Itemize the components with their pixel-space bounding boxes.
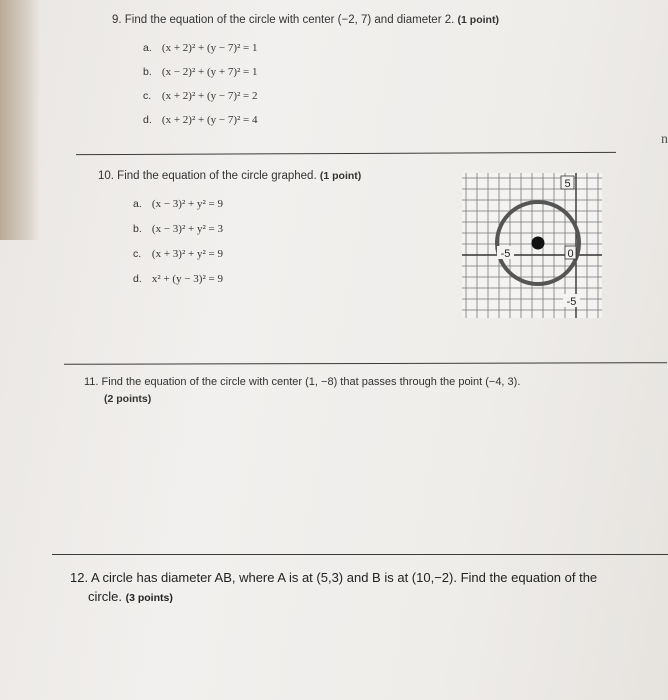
q10-option-d[interactable] [133, 273, 223, 285]
option-equation: (x − 2)² + (y + 7)² = 1 [161, 66, 258, 78]
question-12-text: 12. A circle has diameter AB, where A is at (5,3) and B is at (10,−2). Find the equation of the [70, 570, 598, 585]
q10-option-c[interactable] [133, 248, 223, 260]
option-letter: c. [133, 248, 142, 260]
option-letter: c. [143, 90, 152, 102]
option-letter: b. [143, 66, 152, 78]
question-9 [112, 14, 499, 26]
x-min-label: -5 [500, 248, 511, 260]
option-equation: x² + (y − 3)² = 9 [151, 273, 223, 285]
option-letter: d. [143, 114, 152, 126]
circle-graph [462, 173, 602, 318]
margin-mark: n [661, 132, 668, 147]
question-10-text: 10. Find the equation of the circle graphed. [98, 170, 317, 182]
q9-option-c[interactable] [143, 90, 257, 102]
question-10 [98, 170, 361, 182]
question-11 [84, 376, 520, 405]
q9-option-b[interactable] [143, 66, 257, 78]
q10-option-b[interactable] [133, 223, 223, 235]
question-10-points: (1 point) [319, 170, 362, 182]
y-min-label: -5 [566, 296, 577, 308]
question-12-line2 [88, 589, 597, 604]
question-11-points: (2 points) [104, 393, 152, 405]
option-letter: d. [133, 273, 142, 285]
q9-option-a[interactable] [143, 42, 257, 54]
option-equation: (x − 3)² + y² = 9 [151, 198, 223, 210]
y-max-label: 5 [564, 178, 571, 190]
option-equation: (x − 3)² + y² = 3 [151, 223, 223, 235]
question-12-points: (3 points) [125, 592, 173, 604]
question-9-text: 9. Find the equation of the circle with center (−2, 7) and diameter 2. [112, 14, 455, 26]
question-9-points: (1 point) [457, 14, 499, 26]
q10-option-a[interactable] [133, 198, 223, 210]
option-letter: a. [133, 198, 142, 210]
option-equation: (x + 2)² + (y − 7)² = 1 [161, 42, 258, 54]
page-shadow [0, 0, 40, 240]
option-letter: a. [143, 42, 152, 54]
question-12 [70, 570, 597, 604]
question-11-text: 11. Find the equation of the circle with center (1, −8) that passes through the point (−4, 3). [84, 376, 521, 388]
option-equation: (x + 2)² + (y − 7)² = 4 [161, 114, 258, 126]
origin-label: 0 [567, 248, 574, 260]
divider-line [76, 152, 616, 155]
option-equation: (x + 3)² + y² = 9 [151, 248, 223, 260]
option-letter: b. [133, 223, 142, 235]
circle-center-point [532, 237, 545, 250]
divider-line [52, 554, 668, 555]
q9-option-d[interactable] [143, 114, 257, 126]
option-equation: (x + 2)² + (y − 7)² = 2 [161, 90, 258, 102]
divider-line [64, 362, 667, 365]
question-12-text-continued: circle. [88, 589, 122, 604]
